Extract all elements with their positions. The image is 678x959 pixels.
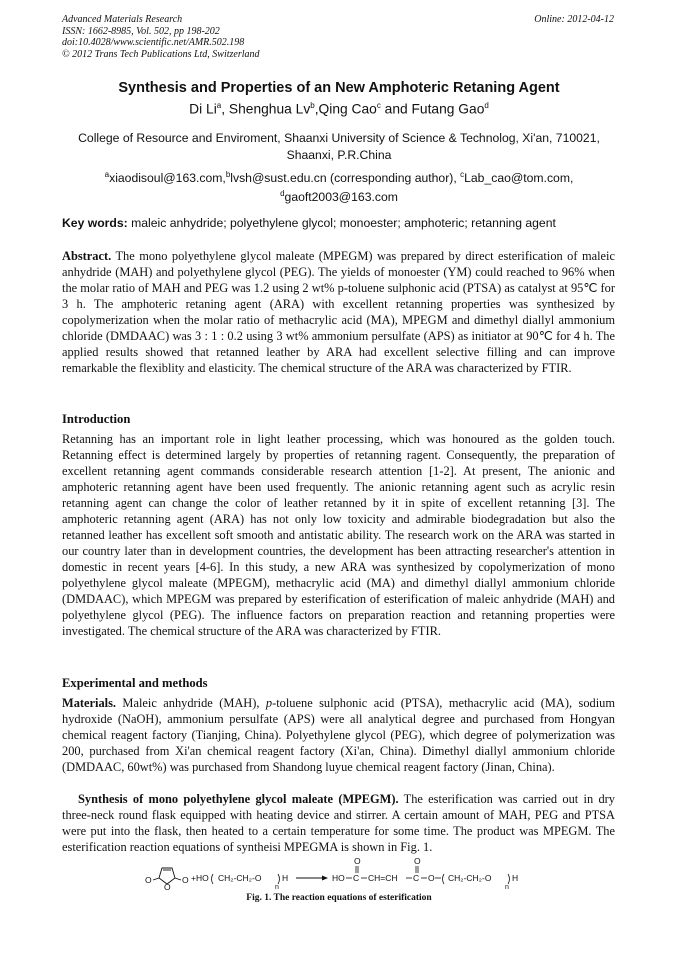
anhydride-oxygen-left: O bbox=[145, 875, 152, 885]
journal-doi: doi:10.4028/www.scientific.net/AMR.502.198 bbox=[62, 37, 245, 48]
synthesis-label: Synthesis of mono polyethylene glycol maleate bbox=[78, 792, 334, 806]
author-name: , Shenghua Lv bbox=[221, 101, 311, 117]
experimental-heading: Experimental and methods bbox=[62, 676, 208, 690]
peg-n: n bbox=[275, 884, 279, 890]
synthesis-text: The esterification was carried out in dry three-neck round flask equipped with heating device and stirrer. A certain amount of MAH, PEG and PTSA were put into the flask, then heated to a certain temperature for some time. The product was MPEGM. The esterification reaction equations of syntheisi MPEGMA is shown in Fig. 1. bbox=[62, 792, 616, 854]
author-name: and Futang Gao bbox=[380, 101, 485, 117]
journal-copyright: © 2012 Trans Tech Publications Ltd, Switzerland bbox=[62, 48, 260, 60]
peg-paren-close bbox=[278, 874, 280, 884]
paper-title: Synthesis and Properties of an New Amphoteric Retaning Agent bbox=[118, 80, 560, 96]
abstract bbox=[62, 248, 615, 376]
introduction-heading: Introduction bbox=[62, 412, 131, 426]
author-emails bbox=[62, 167, 616, 205]
author-sup: b bbox=[310, 101, 315, 110]
keywords-label: Key words: bbox=[62, 216, 128, 230]
peg-repeat-unit: CH₂-CH₂-O bbox=[218, 873, 262, 883]
peg-end: H bbox=[282, 873, 289, 883]
product-vinylene: CH=CH bbox=[368, 873, 398, 883]
product-carbonyl-o2: O bbox=[414, 856, 421, 866]
email-sup: a bbox=[104, 170, 110, 179]
abstract-text: The mono polyethylene glycol maleate (MPEGM) was prepared by direct esterification of maleic anhydride (MAH) and polyethylene glycol (PEG). The yields of monoester (YM) could reached to 96% when the molar ratio of MAH and PEG was 1.2 using 2 wt% p-toluene sulphonic acid (PTSA) as catalyst at 95℃ for 3 h. The amphoteric retaning agent (ARA) with excellent retanning properties was synthesized by copolymerization when the molar ratio of methacrylic acid (MA), MPEGM and dimethyl diallyl ammonium chloride (DMDAAC) was 3 : 1 : 0.2 using 3 wt% ammonium persulfate (APS) as initiator at 90℃ for 4 h. The applied results showed that retanned leather by ARA had excellent selective filling and can improve remarkable the flexiblity and elasticity. The chemical structure of the ARA was characterized by FTIR. bbox=[62, 249, 615, 375]
product-ho: HO bbox=[332, 873, 345, 883]
product-ester-o: O bbox=[428, 873, 435, 883]
reaction-arrow bbox=[296, 876, 328, 881]
keywords-text: maleic anhydride; polyethylene glycol; monoester; amphoteric; retanning agent bbox=[127, 216, 556, 230]
journal-issn: ISSN: 1662-8985, Vol. 502, pp 198-202 bbox=[62, 25, 220, 37]
carbonyl-bond-right bbox=[175, 878, 181, 880]
author-sup: d bbox=[484, 101, 489, 110]
peg-hydroxyl: +HO bbox=[191, 873, 209, 883]
product-carbonyl-c2: C bbox=[413, 873, 420, 883]
email: xiaodisoul@163.com, bbox=[109, 171, 226, 186]
product-repeat-unit: CH₂-CH₂-O bbox=[448, 873, 492, 883]
email: lvsh@sust.edu.cn (corresponding author), bbox=[230, 171, 461, 186]
reaction-equation-figure bbox=[140, 854, 540, 890]
author-name: Di Li bbox=[189, 101, 217, 117]
affiliation: College of Resource and Enviroment, Shaanxi University of Science & Technolog, Xi'an, 710021, Shaanxi, P.R.China bbox=[78, 131, 600, 162]
product-end: H bbox=[512, 873, 519, 883]
product-paren-open bbox=[443, 874, 445, 884]
keywords bbox=[62, 216, 616, 230]
online-date: Online: 2012-04-12 bbox=[534, 14, 614, 25]
author-sup: a bbox=[216, 101, 222, 110]
journal-name: Advanced Materials Research bbox=[62, 14, 183, 25]
materials-italic: p bbox=[265, 696, 273, 710]
product-n: n bbox=[505, 884, 509, 890]
abstract-label: Abstract. bbox=[62, 249, 112, 263]
anhydride-oxygen-ring: O bbox=[164, 882, 171, 890]
email: Lab_cao@tom.com, bbox=[464, 171, 574, 186]
peg-paren-open bbox=[212, 874, 214, 884]
product-paren-close bbox=[508, 874, 510, 884]
email-sup: b bbox=[225, 170, 231, 179]
email: gaoft2003@163.com bbox=[284, 190, 398, 205]
journal-header bbox=[62, 14, 260, 60]
product-carbonyl-o1: O bbox=[354, 856, 361, 866]
materials-label: Materials. bbox=[62, 696, 117, 710]
author-name: ,Qing Cao bbox=[314, 101, 377, 117]
materials-text: Maleic anhydride (MAH), bbox=[116, 696, 266, 710]
product-carbonyl-c1: C bbox=[353, 873, 360, 883]
introduction-text: Retanning has an important role in light leather processing, which was honoured as the golden touch. Retanning effect is determined largely by properties of retanning ragent. Consequently, the preparation of excellent retanning agent commands considerable research attention [1-2]. At present, The anionic and amphoteric retanning agent have been used frequently. The anionic retanning agent such as acrylic resin retanning agent can change the color of leather retanned by it in spite of excellent retanning [3]. The amphoteric retanning agent (ARA) has not only low toxicity and admirable biodegradation but also the retanned leather has excellent soft smooth and antistatic ability. The research work on the ARA was started in our country later than in development countries, the development has been attracting researcher's attention in domestic in recent years [4-6]. In this study, a new ARA was synthesized by copolymerization of mono polyethylene glycol maleate (MPEGM), methacrylic acid (MA) and dimethyl diallyl ammonium chloride (DMDAAC), which MPEGM was prepared by esterification of esterification of maleic anhydride (MAH) and polyethylene glycol (PEG). The influence factors on preparation reaction and retanning properties were investigated. The chemical structure of the ARA was characterized by FTIR. bbox=[62, 432, 615, 638]
author-sup: c bbox=[376, 101, 381, 110]
email-sup: d bbox=[280, 189, 285, 199]
synthesis-abbr: (MPEGM). bbox=[333, 792, 399, 806]
email-sup: c bbox=[460, 170, 465, 179]
figure-caption: Fig. 1. The reaction equations of esterification bbox=[246, 893, 432, 903]
materials-text: -toluene sulphonic acid (PTSA), methacrylic acid (MA), sodium hydroxide (NaOH), ammonium persulfate (APS) were all analytical degree and purchased from Hongyan chemical reagent factory (Tianjing, China). Polyethylene glycol (PEG), which degree of polymerization was 200, purchased from Xi'an chemical reagent factory (Xi'an, China). Dimethyl diallyl ammonium chloride (DMDAAC, 60wt%) was purchased from Shandong luyue chemical reagent factory (Jinan, China). bbox=[62, 696, 615, 774]
carbonyl-bond-left bbox=[153, 878, 159, 880]
anhydride-oxygen-right: O bbox=[182, 875, 189, 885]
synthesis-paragraph bbox=[62, 791, 615, 855]
author-list bbox=[0, 101, 678, 117]
materials-paragraph bbox=[62, 695, 615, 775]
